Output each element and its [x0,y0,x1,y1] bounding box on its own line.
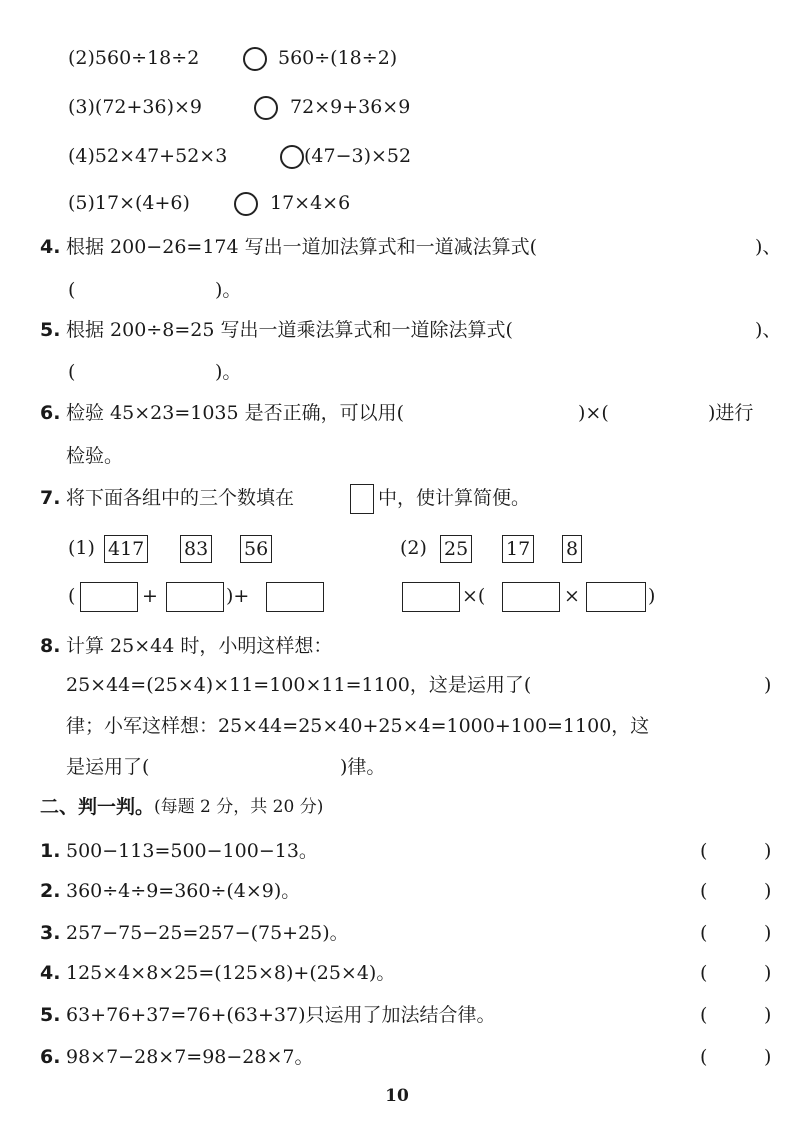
answer-blank-open[interactable]: ( [68,279,76,301]
compare-item-5 [0,183,794,223]
judge-bracket-open[interactable]: ( [700,922,708,944]
number-box: 17 [502,535,534,563]
answer-box[interactable] [80,582,138,612]
number-box: 8 [562,535,582,563]
expr-1-close: )+ [226,585,250,607]
judge-item-2 [0,871,794,911]
question-text: 根据 200÷8=25 写出一道乘法算式和一道除法算式( [66,319,513,341]
question-text-end: )进行 [708,402,754,424]
question-8-line-3 [0,706,794,746]
question-number: 4. [40,962,61,984]
judge-bracket-close: ) [764,1004,772,1026]
question-4-line-2 [0,270,794,310]
question-text: 检验 45×23=1035 是否正确，可以用( [66,402,405,424]
number-box: 417 [104,535,148,563]
compare-circle[interactable] [243,47,267,71]
question-5-line-2 [0,352,794,392]
expr-2-times: × [564,585,580,607]
compare-right: 17×4×6 [270,192,351,214]
bracket-close: )、 [755,236,782,258]
judge-bracket-open[interactable]: ( [700,840,708,862]
number-box: 25 [440,535,472,563]
judge-bracket-close: ) [764,880,772,902]
compare-left: (4)52×47+52×3 [68,145,228,167]
compare-right: (47−3)×52 [304,145,412,167]
question-7-groups [0,528,794,568]
compare-right: 72×9+36×9 [290,96,411,118]
question-text-end: )律。 [340,756,386,778]
question-text: 检验。 [66,445,124,467]
question-number: 6. [40,402,61,424]
expr-1-open: ( [68,585,76,607]
judge-bracket-close: ) [764,840,772,862]
question-8 [0,626,794,666]
compare-circle[interactable] [234,192,258,216]
section-2-header [0,787,794,827]
answer-blank-open[interactable]: ( [68,361,76,383]
question-text: 计算 25×44 时，小明这样想： [66,635,333,657]
section-note: (每题 2 分，共 20 分) [154,797,324,817]
judge-bracket-open[interactable]: ( [700,1046,708,1068]
question-8-line-4 [0,747,794,787]
judge-item-5 [0,995,794,1035]
compare-left: (5)17×(4+6) [68,192,190,214]
answer-blank-close: )。 [215,279,242,301]
question-number: 5. [40,1004,61,1026]
judge-bracket-close: ) [764,1046,772,1068]
question-text: 律；小军这样想：25×44=25×40+25×4=1000+100=1100，这 [66,715,650,737]
question-6-line-2 [0,436,794,476]
compare-circle[interactable] [254,96,278,120]
number-box: 83 [180,535,212,563]
question-7 [0,478,794,518]
question-number: 2. [40,880,61,902]
answer-box[interactable] [586,582,646,612]
compare-left: (2)560÷18÷2 [68,47,200,69]
question-text: 中，使计算简便。 [378,487,531,509]
expr-2-times-open: ×( [462,585,486,607]
compare-circle[interactable] [280,145,304,169]
answer-box[interactable] [266,582,324,612]
question-number: 6. [40,1046,61,1068]
question-number: 5. [40,319,61,341]
question-4 [0,227,794,267]
compare-left: (3)(72+36)×9 [68,96,203,118]
expr-1-plus: + [142,585,158,607]
question-5 [0,310,794,350]
section-title: 二、判一判。 [40,796,155,818]
judge-text: 257−75−25=257−(75+25)。 [66,922,349,944]
question-8-line-2 [0,665,794,705]
question-text: 25×44=(25×4)×11=100×11=1100，这是运用了( [66,674,532,696]
square-box-icon [350,484,374,514]
judge-bracket-close: ) [764,962,772,984]
judge-text: 98×7−28×7=98−28×7。 [66,1046,314,1068]
judge-bracket-open[interactable]: ( [700,880,708,902]
bracket-close: )、 [755,319,782,341]
expr-2-close: ) [648,585,656,607]
judge-text: 360÷4÷9=360÷(4×9)。 [66,880,301,902]
answer-box[interactable] [166,582,224,612]
question-text-mid: )×( [578,402,609,424]
question-7-expressions [0,576,794,616]
judge-item-3 [0,913,794,953]
judge-text: 125×4×8×25=(125×8)+(25×4)。 [66,962,396,984]
question-number: 7. [40,487,61,509]
answer-blank-close: )。 [215,361,242,383]
answer-box[interactable] [502,582,560,612]
number-box: 56 [240,535,272,563]
judge-bracket-close: ) [764,922,772,944]
question-text: 根据 200−26=174 写出一道加法算式和一道减法算式( [66,236,538,258]
page-number: 10 [385,1086,409,1106]
question-number: 4. [40,236,61,258]
answer-box[interactable] [402,582,460,612]
group-2-label: (2) [400,537,427,559]
question-number: 1. [40,840,61,862]
compare-right: 560÷(18÷2) [278,47,398,69]
compare-item-4 [0,136,794,176]
judge-item-6 [0,1037,794,1077]
question-6 [0,393,794,433]
group-1-label: (1) [68,537,95,559]
judge-bracket-open[interactable]: ( [700,1004,708,1026]
judge-item-4 [0,953,794,993]
question-number: 3. [40,922,61,944]
bracket-close: ) [764,674,772,696]
question-number: 8. [40,635,61,657]
judge-bracket-open[interactable]: ( [700,962,708,984]
compare-item-3 [0,87,794,127]
compare-item-2 [0,38,794,78]
judge-item-1 [0,831,794,871]
judge-text: 63+76+37=76+(63+37)只运用了加法结合律。 [66,1004,496,1026]
question-text: 将下面各组中的三个数填在 [66,487,295,509]
question-text: 是运用了( [66,756,150,778]
judge-text: 500−113=500−100−13。 [66,840,318,862]
